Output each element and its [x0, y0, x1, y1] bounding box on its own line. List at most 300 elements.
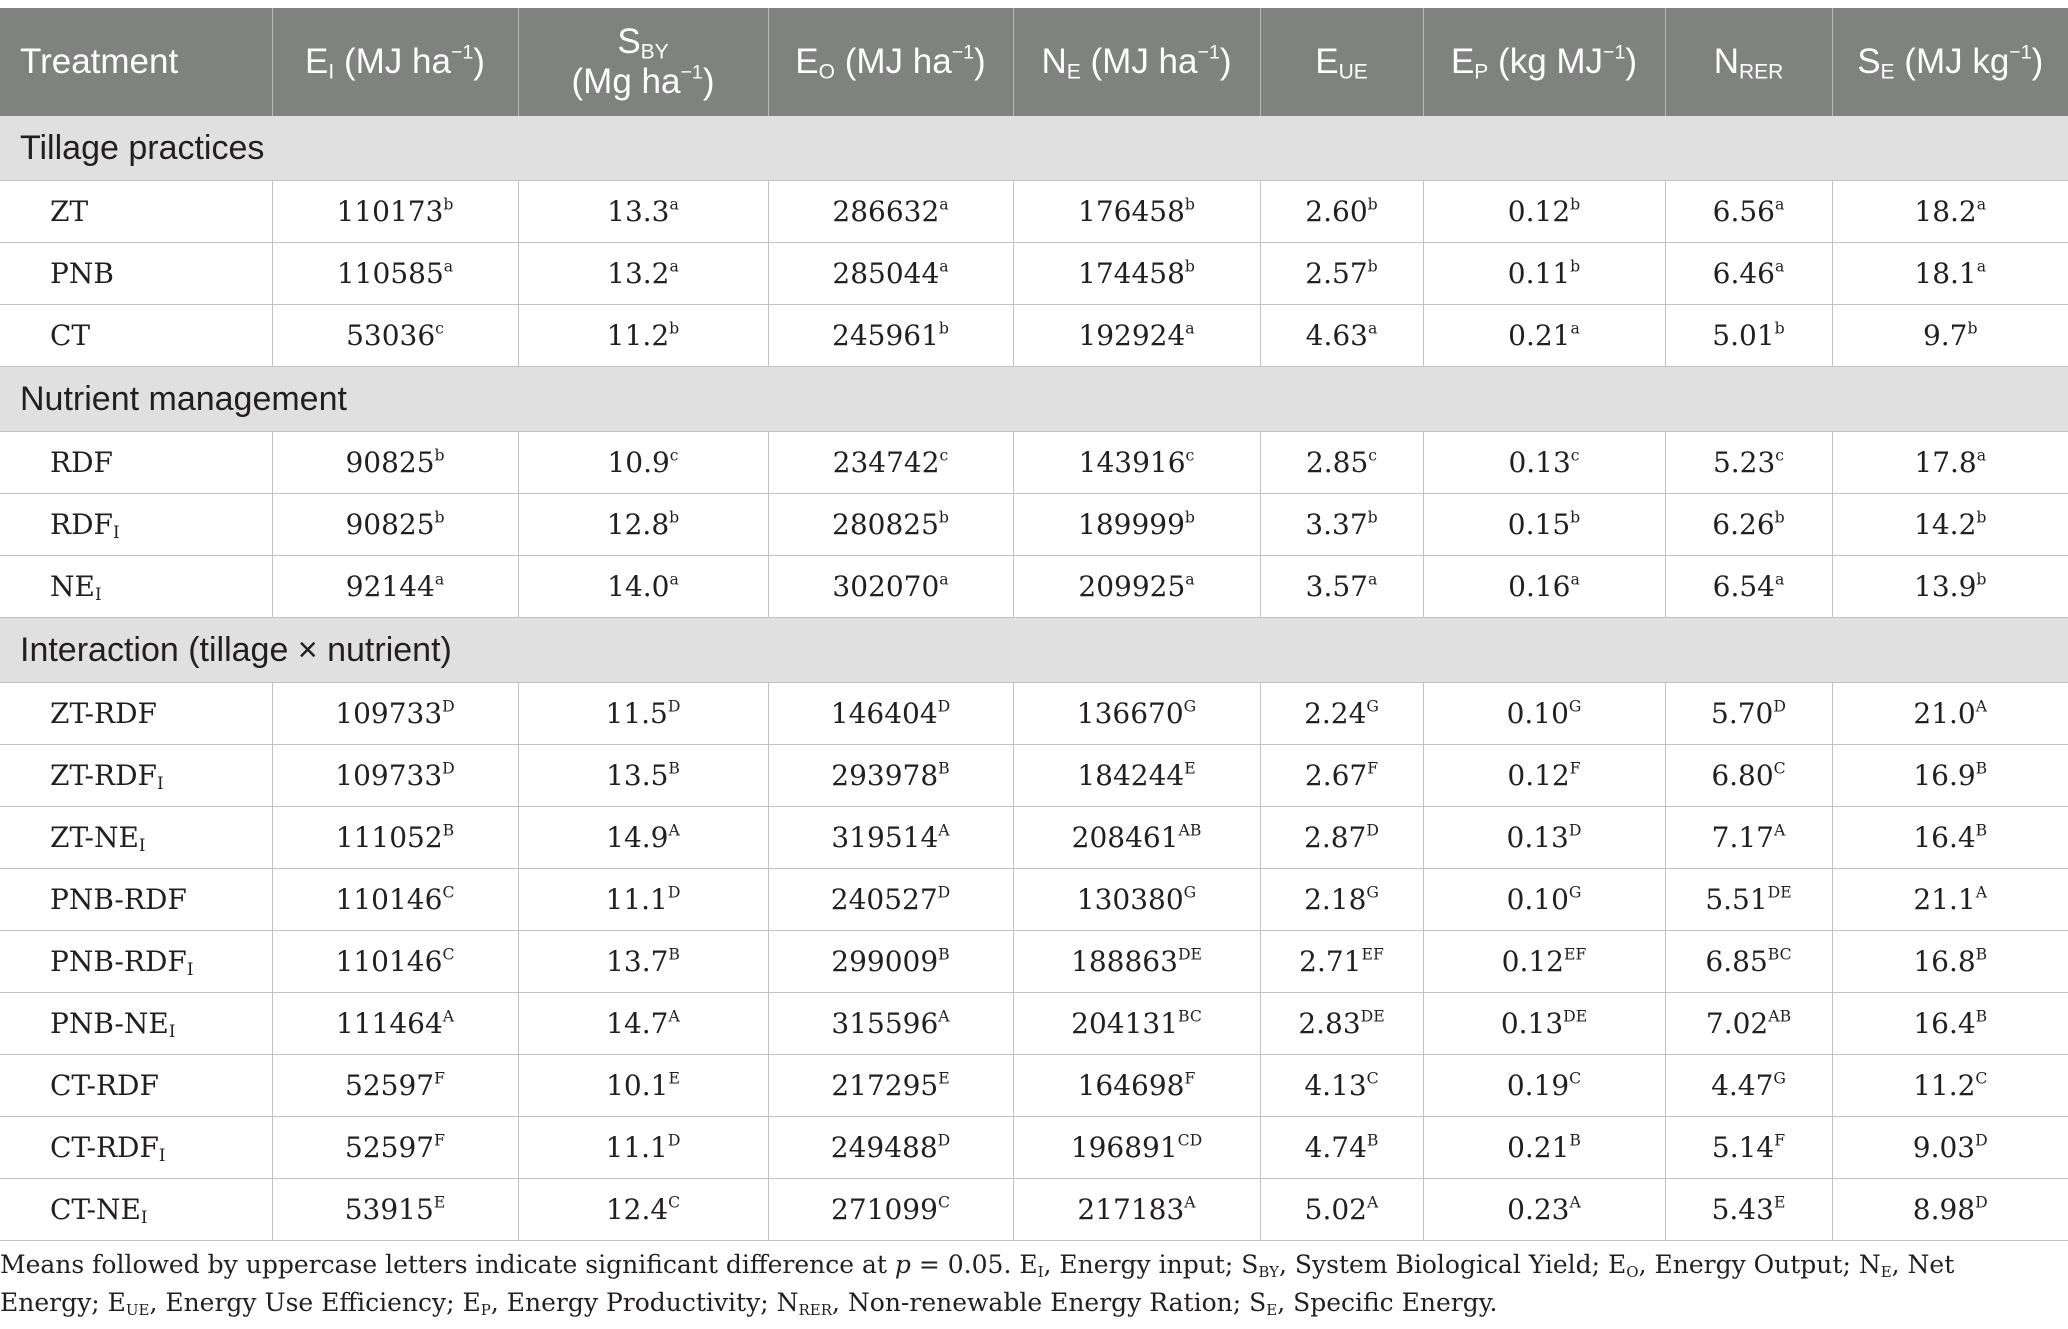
column-header-7 [1665, 8, 1832, 116]
cell-value: 52597 [345, 1131, 435, 1164]
value-cell [1423, 1117, 1665, 1179]
significance-letter: C [668, 1192, 681, 1212]
significance-letter: E [1184, 758, 1196, 778]
significance-letter: b [1184, 256, 1195, 276]
significance-letter: A [668, 820, 680, 840]
cell-value: 14.9 [606, 821, 669, 854]
significance-letter: C [937, 1192, 950, 1212]
cell-value: 136670 [1076, 697, 1184, 730]
significance-letter: A [1975, 882, 1988, 902]
cell-value: 53036 [346, 319, 436, 352]
cell-value: 2.60 [1305, 195, 1368, 228]
cell-value: 11.5 [605, 697, 668, 730]
column-header-8 [1832, 8, 2068, 116]
significance-letter: c [1570, 445, 1580, 465]
significance-letter: a [939, 194, 949, 214]
value-cell [768, 556, 1013, 618]
significance-letter: D [1975, 1192, 1988, 1212]
cell-value: 0.21 [1507, 1131, 1570, 1164]
value-cell [272, 305, 518, 367]
value-cell [1260, 305, 1423, 367]
significance-letter: A [938, 820, 950, 840]
cell-value: 0.10 [1506, 883, 1569, 916]
cell-value: 143916 [1078, 446, 1186, 479]
value-cell [518, 1117, 768, 1179]
significance-letter: B [1975, 758, 1988, 778]
treatment-cell [0, 556, 272, 618]
table-row [0, 556, 2068, 618]
treatment-cell [0, 807, 272, 869]
cell-value: 217183 [1077, 1193, 1185, 1226]
cell-value: 10.1 [606, 1069, 669, 1102]
significance-letter: B [1569, 1130, 1581, 1150]
value-cell [1423, 494, 1665, 556]
treatment-name: RDF [50, 508, 113, 541]
significance-letter: EF [1564, 944, 1587, 964]
value-cell [1013, 869, 1260, 931]
value-cell [1832, 556, 2068, 618]
significance-letter: A [1774, 820, 1786, 840]
cell-value: 16.4 [1913, 821, 1976, 854]
cell-value: 286632 [832, 195, 940, 228]
significance-letter: G [1183, 882, 1197, 902]
cell-value: 5.23 [1712, 446, 1776, 479]
cell-value: 21.1 [1913, 883, 1976, 916]
significance-letter: G [1366, 696, 1379, 716]
cell-value: 0.15 [1507, 508, 1571, 541]
value-cell [1423, 745, 1665, 807]
header-symbol: E [1450, 42, 1475, 81]
cell-value: 10.9 [607, 446, 670, 479]
table-row [0, 683, 2068, 745]
treatment-name: CT [50, 319, 91, 352]
significance-letter: DE [1360, 1006, 1385, 1026]
value-cell [1832, 807, 2068, 869]
significance-letter: G [1568, 882, 1582, 902]
section-title: Interaction (tillage × nutrient) [0, 618, 2068, 683]
cell-value: 111464 [335, 1007, 443, 1040]
header-subscript: E [1880, 60, 1895, 84]
treatment-subscript: I [140, 1207, 148, 1228]
significance-letter: b [1570, 194, 1581, 214]
value-cell [518, 807, 768, 869]
header-symbol: S [1857, 42, 1881, 81]
value-cell [518, 494, 768, 556]
column-header-5 [1260, 8, 1423, 116]
value-cell [272, 683, 518, 745]
cell-value: 204131 [1071, 1007, 1179, 1040]
value-cell [1013, 683, 1260, 745]
value-cell [1832, 993, 2068, 1055]
significance-letter: AB [1768, 1006, 1792, 1026]
significance-letter: E [433, 1192, 446, 1212]
value-cell [272, 1117, 518, 1179]
value-cell [1013, 305, 1260, 367]
treatment-name: PNB-NE [50, 1007, 169, 1040]
significance-letter: A [1367, 1192, 1379, 1212]
value-cell [768, 494, 1013, 556]
significance-letter: G [1366, 882, 1379, 902]
header-unit-exponent: −1 [2009, 41, 2032, 64]
cell-value: 0.10 [1506, 697, 1569, 730]
table-row [0, 931, 2068, 993]
significance-letter: a [1775, 569, 1785, 589]
cell-value: 90825 [345, 446, 435, 479]
significance-letter: b [1184, 194, 1195, 214]
treatment-subscript: I [156, 773, 164, 794]
significance-letter: a [1976, 256, 1987, 276]
significance-letter: a [669, 194, 679, 214]
cell-value: 5.70 [1711, 697, 1774, 730]
cell-value: 2.83 [1298, 1007, 1361, 1040]
significance-letter: B [938, 758, 950, 778]
cell-value: 192924 [1078, 319, 1186, 352]
value-cell [272, 807, 518, 869]
cell-value: 110585 [336, 257, 444, 290]
significance-letter: A [1184, 1192, 1196, 1212]
cell-value: 14.2 [1914, 508, 1977, 541]
value-cell [518, 432, 768, 494]
significance-letter: A [938, 1006, 950, 1026]
cell-value: 240527 [830, 883, 938, 916]
treatment-subscript: I [112, 522, 120, 543]
significance-letter: b [1184, 507, 1195, 527]
value-cell [1423, 305, 1665, 367]
value-cell [1013, 556, 1260, 618]
significance-letter: C [1569, 1068, 1582, 1088]
value-cell [272, 494, 518, 556]
treatment-cell [0, 869, 272, 931]
significance-letter: D [1568, 820, 1582, 840]
cell-value: 0.13 [1508, 446, 1571, 479]
table-row [0, 181, 2068, 243]
cell-value: 2.71 [1299, 945, 1362, 978]
significance-letter: G [1773, 1068, 1786, 1088]
cell-value: 11.1 [605, 1131, 668, 1164]
value-cell [768, 305, 1013, 367]
significance-letter: a [1976, 445, 1987, 465]
header-symbol: N [1713, 42, 1739, 81]
significance-letter: F [434, 1068, 445, 1088]
header-unit-close: ) [2031, 42, 2044, 81]
significance-letter: EF [1361, 944, 1384, 964]
significance-letter: b [1976, 507, 1987, 527]
value-cell [1013, 993, 1260, 1055]
cell-value: 3.57 [1305, 570, 1368, 603]
cell-value: 2.18 [1304, 883, 1367, 916]
header-unit-close: ) [974, 42, 986, 81]
significance-letter: b [938, 507, 949, 527]
value-cell [1665, 1179, 1832, 1241]
treatment-cell [0, 181, 272, 243]
table-row [0, 432, 2068, 494]
value-cell [1665, 243, 1832, 305]
cell-value: 315596 [831, 1007, 939, 1040]
value-cell [1260, 993, 1423, 1055]
significance-letter: D [667, 1130, 681, 1150]
significance-letter: b [1570, 507, 1581, 527]
significance-letter: a [1368, 318, 1378, 338]
treatment-cell [0, 305, 272, 367]
value-cell [518, 869, 768, 931]
value-cell [1260, 869, 1423, 931]
value-cell [1665, 869, 1832, 931]
treatment-subscript: I [158, 1145, 166, 1166]
table-row [0, 1179, 2068, 1241]
value-cell [272, 745, 518, 807]
significance-letter: D [937, 1130, 951, 1150]
value-cell [768, 243, 1013, 305]
significance-letter: E [1773, 1192, 1786, 1212]
value-cell [272, 1055, 518, 1117]
significance-letter: a [1775, 194, 1785, 214]
cell-value: 17.8 [1914, 446, 1977, 479]
value-cell [1260, 931, 1423, 993]
cell-value: 164698 [1077, 1069, 1185, 1102]
cell-value: 3.37 [1305, 508, 1368, 541]
section-title: Nutrient management [0, 367, 2068, 432]
value-cell [272, 243, 518, 305]
significance-letter: a [1570, 569, 1580, 589]
value-cell [272, 993, 518, 1055]
value-cell [1665, 1055, 1832, 1117]
significance-letter: D [442, 696, 455, 716]
value-cell [272, 1179, 518, 1241]
significance-letter: a [669, 256, 679, 276]
value-cell [1832, 1117, 2068, 1179]
value-cell [768, 869, 1013, 931]
header-unit: (MJ ha [334, 42, 451, 81]
treatment-cell [0, 993, 272, 1055]
value-cell [1013, 1179, 1260, 1241]
cell-value: 146404 [830, 697, 938, 730]
cell-value: 92144 [345, 570, 435, 603]
treatment-name: ZT-NE [50, 821, 139, 854]
value-cell [1423, 243, 1665, 305]
significance-letter: B [1975, 1006, 1988, 1026]
significance-letter: E [668, 1068, 680, 1088]
value-cell [1423, 1179, 1665, 1241]
cell-value: 208461 [1071, 821, 1179, 854]
significance-letter: D [442, 758, 455, 778]
significance-letter: C [442, 882, 455, 902]
value-cell [1423, 683, 1665, 745]
treatment-cell [0, 1179, 272, 1241]
significance-letter: G [1568, 696, 1582, 716]
header-subscript: I [328, 60, 335, 84]
header-unit: (MJ ha [1080, 42, 1198, 81]
significance-letter: F [1774, 1130, 1786, 1150]
significance-letter: b [938, 318, 949, 338]
header-unit: (MJ ha [835, 42, 952, 81]
value-cell [1260, 745, 1423, 807]
significance-letter: b [1967, 318, 1978, 338]
value-cell [768, 807, 1013, 869]
value-cell [1665, 683, 1832, 745]
value-cell [1423, 432, 1665, 494]
cell-value: 13.7 [606, 945, 669, 978]
table-row [0, 807, 2068, 869]
cell-value: 0.19 [1506, 1069, 1570, 1102]
cell-value: 2.24 [1304, 697, 1367, 730]
value-cell [1665, 807, 1832, 869]
value-cell [1665, 305, 1832, 367]
significance-letter: a [1775, 256, 1785, 276]
cell-value: 8.98 [1912, 1193, 1976, 1226]
table-row [0, 869, 2068, 931]
cell-value: 0.11 [1507, 257, 1571, 290]
value-cell [272, 931, 518, 993]
cell-value: 53915 [344, 1193, 434, 1226]
value-cell [1665, 931, 1832, 993]
cell-value: 5.43 [1711, 1193, 1774, 1226]
header-subscript: UE [1338, 60, 1368, 84]
treatment-name: CT-RDF [50, 1131, 159, 1164]
treatment-name: PNB-RDF [50, 883, 187, 916]
value-cell [1665, 494, 1832, 556]
significance-letter: c [669, 445, 679, 465]
cell-value: 9.7 [1922, 319, 1968, 352]
value-cell [1423, 1055, 1665, 1117]
cell-value: 6.85 [1705, 945, 1768, 978]
header-symbol: S [617, 22, 641, 61]
header-symbol: E [305, 42, 329, 81]
cell-value: 280825 [832, 508, 939, 541]
cell-value: 6.46 [1712, 257, 1775, 290]
significance-letter: b [1774, 507, 1785, 527]
value-cell [1013, 931, 1260, 993]
column-header-1 [272, 8, 518, 116]
value-cell [768, 1055, 1013, 1117]
table-footnote: Means followed by uppercase letters indicate significant difference at p = 0.05. $E_I$, Energy input; $S_{BY}$, System Biological Yield; $E_O$, Energy Output; $N_E$, Net Energy; $E_{UE}$, Energy Use Efficiency; $E_P$, Energy Productivity; $N_{RER}$, Non-renewable Energy Ration; $S_E$, Specific Energy. [0, 1250, 1955, 1319]
value-cell [518, 683, 768, 745]
cell-value: 16.9 [1913, 759, 1976, 792]
value-cell [1665, 181, 1832, 243]
cell-value: 4.63 [1305, 319, 1368, 352]
significance-letter: a [939, 256, 949, 276]
header-unit-close: ) [473, 42, 485, 81]
treatment-cell [0, 494, 272, 556]
cell-value: 2.57 [1305, 257, 1368, 290]
header-symbol: E [1315, 42, 1339, 81]
treatment-subscript: I [168, 1021, 176, 1042]
value-cell [1013, 1055, 1260, 1117]
cell-value: 234742 [832, 446, 940, 479]
table-row [0, 993, 2068, 1055]
value-cell [1665, 432, 1832, 494]
value-cell [1013, 807, 1260, 869]
significance-letter: b [1774, 318, 1785, 338]
significance-letter: D [667, 696, 681, 716]
significance-letter: C [1366, 1068, 1379, 1088]
header-unit-close: ) [1625, 42, 1638, 81]
column-header-2 [518, 8, 768, 116]
significance-letter: a [1368, 569, 1378, 589]
significance-letter: B [442, 820, 455, 840]
cell-value: 18.1 [1914, 257, 1977, 290]
cell-value: 12.4 [605, 1193, 669, 1226]
section-row [0, 367, 2068, 432]
significance-letter: c [1185, 445, 1195, 465]
cell-value: 0.23 [1507, 1193, 1570, 1226]
value-cell [518, 745, 768, 807]
value-cell [272, 869, 518, 931]
cell-value: 7.17 [1711, 821, 1774, 854]
treatment-name: PNB [50, 257, 114, 290]
significance-letter: DE [1563, 1006, 1588, 1026]
cell-value: 11.2 [1913, 1069, 1976, 1102]
cell-value: 12.8 [606, 508, 670, 541]
cell-value: 130380 [1076, 883, 1184, 916]
significance-letter: b [1976, 569, 1987, 589]
cell-value: 0.12 [1507, 759, 1570, 792]
table-row [0, 305, 2068, 367]
cell-value: 2.85 [1305, 446, 1369, 479]
value-cell [518, 556, 768, 618]
cell-value: 13.3 [607, 195, 670, 228]
cell-value: 13.9 [1914, 570, 1977, 603]
cell-value: 2.87 [1304, 821, 1367, 854]
value-cell [1832, 494, 2068, 556]
significance-letter: a [669, 569, 679, 589]
cell-value: 2.67 [1304, 759, 1368, 792]
value-cell [518, 305, 768, 367]
significance-letter: AB [1178, 820, 1202, 840]
significance-letter: B [668, 758, 680, 778]
treatment-cell [0, 1117, 272, 1179]
table-row [0, 1117, 2068, 1179]
cell-value: 6.54 [1712, 570, 1775, 603]
treatment-cell [0, 931, 272, 993]
value-cell [1423, 807, 1665, 869]
value-cell [518, 243, 768, 305]
value-cell [518, 993, 768, 1055]
value-cell [1260, 807, 1423, 869]
significance-letter: D [937, 882, 951, 902]
significance-letter: b [1367, 194, 1378, 214]
value-cell [518, 1055, 768, 1117]
significance-letter: DE [1767, 882, 1792, 902]
cell-value: 6.26 [1712, 508, 1775, 541]
value-cell [768, 181, 1013, 243]
significance-letter: A [668, 1006, 680, 1026]
value-cell [1013, 432, 1260, 494]
significance-letter: b [669, 318, 680, 338]
cell-value: 0.13 [1506, 821, 1569, 854]
cell-value: 0.12 [1507, 195, 1571, 228]
header-subscript: E [1066, 60, 1081, 84]
significance-letter: BC [1767, 944, 1792, 964]
cell-value: 184244 [1077, 759, 1185, 792]
cell-value: 110173 [336, 195, 444, 228]
significance-letter: F [1569, 758, 1581, 778]
value-cell [768, 745, 1013, 807]
value-cell [1832, 683, 2068, 745]
header-unit: (MJ kg [1894, 42, 2010, 81]
value-cell [1423, 556, 1665, 618]
value-cell [272, 432, 518, 494]
significance-letter: b [1570, 256, 1581, 276]
cell-value: 90825 [345, 508, 435, 541]
significance-letter: a [434, 569, 445, 589]
significance-letter: b [1367, 256, 1378, 276]
value-cell [768, 993, 1013, 1055]
header-unit-exponent: −1 [1603, 41, 1626, 64]
significance-letter: B [1975, 820, 1988, 840]
cell-value: 109733 [335, 697, 443, 730]
value-cell [768, 683, 1013, 745]
significance-letter: a [1976, 194, 1987, 214]
